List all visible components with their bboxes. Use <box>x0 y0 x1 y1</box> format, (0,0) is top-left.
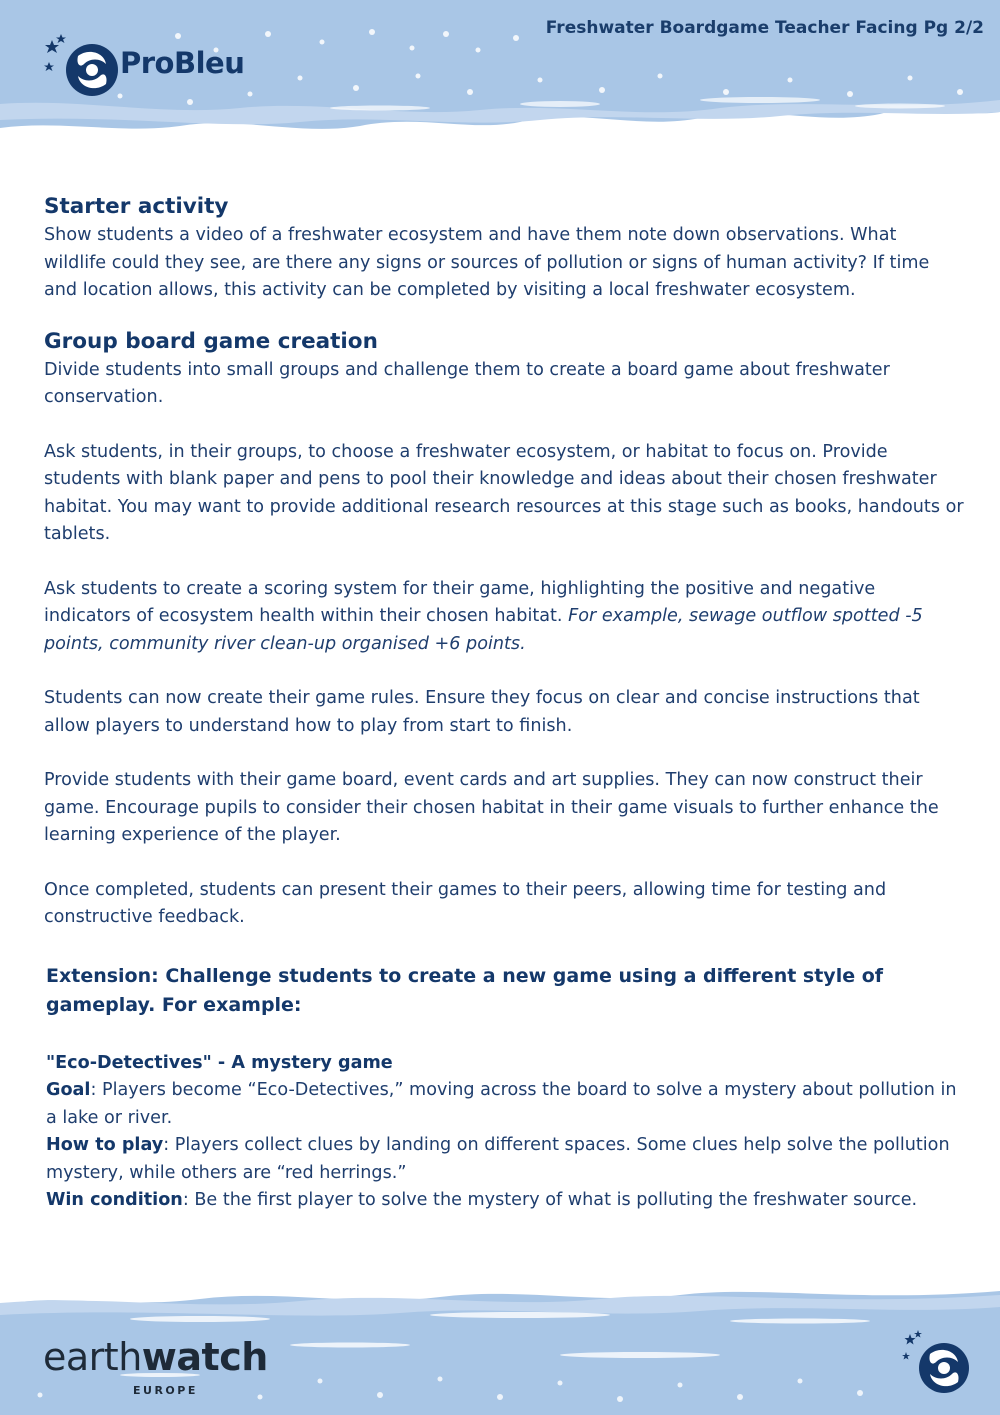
starter-body: Show students a video of a freshwater ecosystem and have them note down observations. What wildlife could they see, are there any signs or sources of pollution or signs of human activity? If time and location allows, this activity can be completed by visiting a local freshwater ecosystem. <box>44 225 930 300</box>
group-paragraph-5: Provide students with their game board, event cards and art supplies. They can now construct their game. Encourage pupils to consider their chosen habitat in their game visuals to further enhance the learning experience of the player. <box>44 770 939 845</box>
group-paragraph-6: Once completed, students can present their games to their peers, allowing time for testing and constructive feedback. <box>44 879 887 927</box>
main-content <box>44 192 964 1215</box>
page-label: Freshwater Boardgame Teacher Facing Pg 2/2 <box>545 18 984 38</box>
earthwatch-logo <box>43 1335 268 1379</box>
group-paragraph-1: Divide students into small groups and challenge them to create a board game about freshwater conservation. <box>44 359 890 407</box>
goal-label: Goal <box>46 1080 91 1100</box>
game-title: "Eco-Detectives" - A mystery game <box>46 1052 393 1073</box>
goal-text: : Players become “Eco-Detectives,” moving across the board to solve a mystery about pollution in a lake or river. <box>46 1080 957 1128</box>
goal-line <box>46 1077 964 1132</box>
win-line <box>46 1187 964 1215</box>
earthwatch-light: earth <box>43 1335 142 1379</box>
scoring-example: For example, sewage outflow spotted -5 points, community river clean-up organised +6 points. <box>44 606 923 654</box>
earthwatch-europe: EUROPE <box>133 1384 198 1397</box>
howto-label: How to play <box>46 1135 164 1155</box>
group-title: Group board game creation <box>44 328 378 354</box>
group-paragraph-4: Students can now create their game rules. Ensure they focus on clear and concise instructions that allow players to understand how to play from start to finish. <box>44 688 920 736</box>
group-paragraph-3 <box>44 576 964 659</box>
win-text: : Be the first player to solve the mystery of what is polluting the freshwater source. <box>182 1190 918 1210</box>
howto-text: : Players collect clues by landing on different spaces. Some clues help solve the pollution mystery, while others are “red herrings.” <box>46 1135 950 1183</box>
howto-line <box>46 1132 964 1187</box>
earthwatch-bold: watch <box>141 1335 268 1379</box>
win-label: Win condition <box>46 1190 183 1210</box>
probleu-logo-text: ProBleu <box>120 46 245 80</box>
extension-block <box>46 1050 964 1215</box>
starter-title: Starter activity <box>44 194 229 219</box>
probleu-footer-icon <box>900 1330 975 1400</box>
extension-title: Extension: Challenge students to create a new game using a different style of gameplay. For example: <box>46 964 884 1016</box>
scoring-text: Ask students to create a scoring system for their game, highlighting the positive and negative indicators of ecosystem health within their chosen habitat. <box>44 578 876 626</box>
group-paragraph-2: Ask students, in their groups, to choose a freshwater ecosystem, or habitat to focus on. Provide students with blank paper and pens to pool their knowledge and ideas about their chosen freshwater habitat. You may want to provide additional research resources at this stage such as books, handouts or tablets. <box>44 441 964 544</box>
